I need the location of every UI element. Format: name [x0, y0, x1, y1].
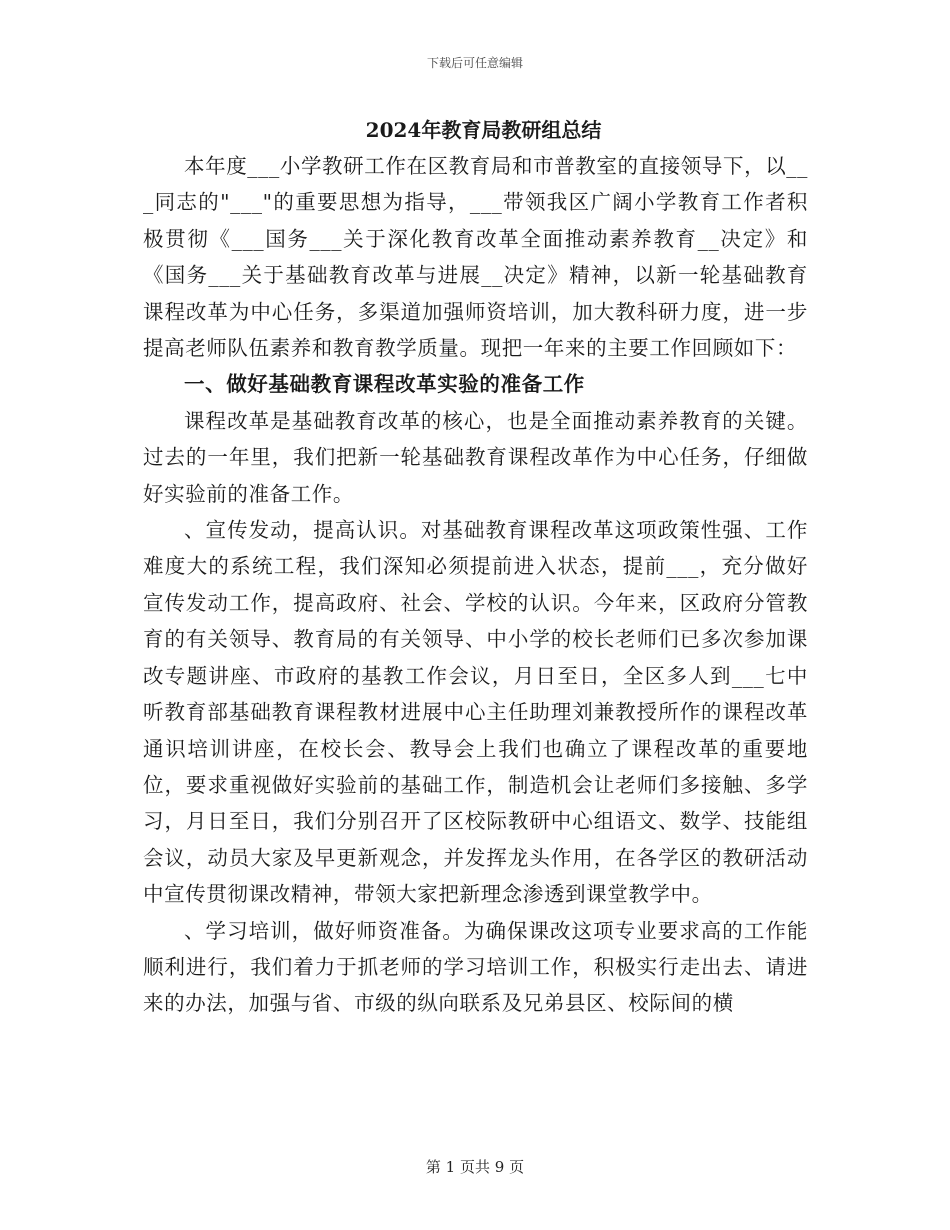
document-title: 2024年教育局教研组总结	[365, 118, 602, 142]
document-body	[143, 112, 808, 1022]
page-header-note: 下载后可任意编辑	[426, 56, 523, 70]
section-heading-1: 一、做好基础教育课程改革实验的准备工作	[184, 372, 585, 397]
publicity-paragraph: 、宣传发动，提高认识。对基础教育课程改革这项政策性强、工作难度大的系统工程，我们深知必须提前进入状态，提前___，充分做好宣传发动工作，提高政府、社会、学校的认识。今年来，区政府分管教育的有关领导、教育局的有关领导、中小学的校长老师们已多次参加课改专题讲座、市政府的基教工作会议，月日至日，全区多人到___七中听教育部基础教育课程教材进展中心主任助理刘兼教授所作的课程改革通识培训讲座，在校长会、教导会上我们也确立了课程改革的重要地位，要求重视做好实验前的基础工作，制造机会让老师们多接触、多学习，月日至日，我们分别召开了区校际教研中心组语文、数学、技能组会议，动员大家及早更新观念，并发挥龙头作用，在各学区的教研活动中宣传贯彻课改精神，带领大家把新理念渗透到课堂教学中。	[143, 518, 808, 907]
intro-paragraph: 本年度___小学教研工作在区教育局和市普教室的直接领导下，以___同志的"___"的重要思想为指导，___带领我区广阔小学教育工作者积极贯彻《___国务___关于深化教育改革全面推动素养教育__决定》和《国务___关于基础教育改革与进展__决定》精神，以新一轮基础教育课程改革为中心任务，多渠道加强师资培训，加大教科研力度，进一步提高老师队伍素养和教育教学质量。现把一年来的主要工作回顾如下：	[143, 154, 808, 361]
section-1-paragraph: 课程改革是基础教育改革的核心，也是全面推动素养教育的关键。过去的一年里，我们把新一轮基础教育课程改革作为中心任务，仔细做好实验前的准备工作。	[143, 408, 808, 506]
training-paragraph: 、学习培训，做好师资准备。为确保课改这项专业要求高的工作能顺利进行，我们着力于抓老师的学习培训工作，积极实行走出去、请进来的办法，加强与省、市级的纵向联系及兄弟县区、校际间的横	[143, 918, 808, 1016]
page-footer: 第 1 页共 9 页	[425, 1158, 525, 1176]
